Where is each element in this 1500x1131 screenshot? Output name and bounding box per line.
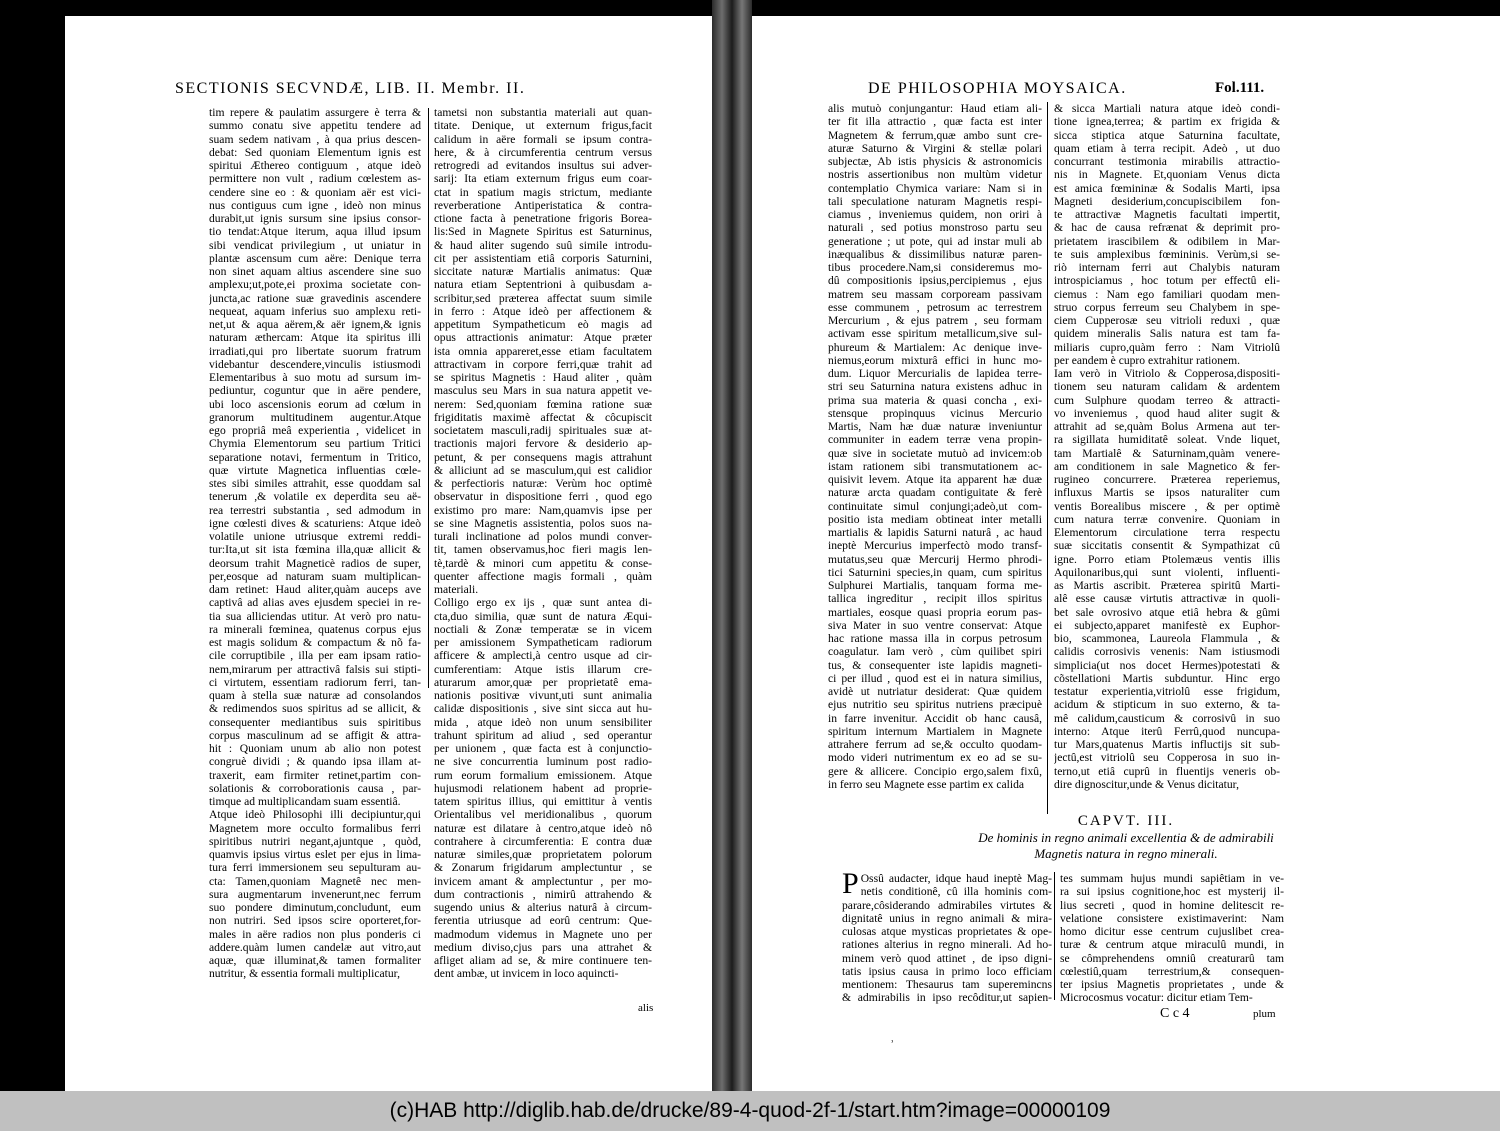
- text-line: subjectæ, Ab istis physicis & astronomicis: [828, 155, 1042, 168]
- text-line: dam retinet: Haud aliter,quàm auceps ave: [209, 583, 421, 596]
- text-line: nostris assertionibus non multùm videtur: [828, 168, 1042, 182]
- text-line: hujusmodi relationem habent ad proprie-: [434, 781, 652, 795]
- text-line: sibi vendicat privilegium , ut uniatur in: [209, 238, 421, 252]
- text-line: ubi loco ascensionis eorum ad cœlum in: [209, 397, 421, 411]
- right-page: [752, 16, 1500, 1091]
- text-line: rugineo concurrere. Præterea reperiemus,: [1054, 473, 1280, 486]
- text-line: ter fit illa attractio , quæ facta est inter: [828, 115, 1042, 129]
- text-line: separatione notavi, fermentum in Tritico,: [209, 450, 421, 464]
- text-line: niemus,eorum mixturâ effici in hunc mo-: [828, 353, 1042, 367]
- catchword: alis: [638, 1002, 654, 1014]
- text-line: non nutriri. Sed ipsos scire oporteret,for-: [209, 914, 421, 928]
- text-line: irradiati,qui pro libertate suorum fratrum: [209, 344, 421, 358]
- text-line: in ferro seu Magnete esse partim ex calida: [828, 777, 1025, 791]
- text-line: solationis & corroborationis causa , par-: [209, 781, 421, 795]
- text-line: tali speculatione naturam Magnetis respi-: [828, 194, 1042, 208]
- text-line: spiritui Æthereo contiguum , atque ideò: [209, 159, 421, 172]
- footer-credit-text: (c)HAB http://diglib.hab.de/drucke/89-4-quod-2f-1/start.htm?image=00000109: [389, 1099, 1111, 1122]
- text-line: dum contractionis , nimirû attrahendo &: [434, 887, 652, 901]
- book-gutter: [712, 0, 752, 1091]
- text-line: quamvis ipsius virtus eslet per ejus in lima-: [209, 848, 421, 861]
- text-line: & hac de causa refrænat & deprimit pro-: [1054, 221, 1280, 235]
- text-line: cit per assistentiam etiâ corporis Saturnini,: [434, 251, 652, 265]
- text-line: tio tendat:Atque iterum, aqua illud ipsum: [209, 225, 421, 239]
- text-line: culosas atque mysticas proprietates & ope-: [842, 925, 1052, 938]
- text-line: non sinet aquam altius ascendere sine suo: [209, 265, 421, 278]
- text-line: te attractivæ Magnetis facultati impertit,: [1054, 208, 1280, 221]
- text-line: quam à stella suæ naturæ ad consolandos: [209, 689, 421, 702]
- text-line: ejus nutritio seu spiritus nutriens præcipuè: [828, 698, 1042, 712]
- text-line: addere.quàm lumen candelæ aut vitro,aut: [209, 940, 421, 954]
- text-line: tè,tardè & minori cum appetitu & conse-: [434, 556, 652, 570]
- text-line: tit, tamen observamus,hoc fieri magis len-: [434, 543, 652, 557]
- text-line: in farre invenitur. Accidit ob hanc causâ,: [828, 711, 1042, 725]
- chapter-heading: CAPVT. III.: [1077, 813, 1175, 829]
- text-line: frigiditatis maximè affectat & côcupiscit: [434, 410, 652, 424]
- text-line: calidis corrosivis venenis: Nam istiusmodi: [1054, 645, 1280, 659]
- text-line: Mercurium , & ejus patrem , seu formam: [828, 314, 1042, 327]
- text-line: tenerum ,& volatile ex deperdita seu aë-: [209, 490, 421, 504]
- text-line: debat: Sed quoniam Elementum ignis est: [209, 145, 421, 159]
- text-line: ctione facta à penetratione frigoris Borea-: [434, 212, 652, 225]
- text-line: tici Saturnini species,in quam, cum spiritus: [828, 565, 1042, 579]
- text-line: dû compositionis ipsius,percipiemus , ejus: [828, 274, 1042, 288]
- text-line: & Zonarum frigidarum amplectuntur , se: [434, 861, 652, 875]
- text-line: & redimendos suos spiritus ad se allicit, &: [209, 702, 421, 716]
- text-line: & haud aliter sugendo suû simile introdu-: [434, 238, 652, 252]
- text-line: nis in Magnete. Et,quoniam Venus dicta: [1054, 168, 1280, 182]
- text-line: appetitum Sympatheticum eò magis ad: [434, 318, 652, 331]
- text-line: pediuntur, coguntur que in aëre pendere,: [209, 384, 421, 398]
- folio-number: Fol.111.: [1215, 80, 1265, 96]
- text-line: amplexu;ut,pote,ei proxima societate con-: [209, 278, 421, 292]
- text-line: granorum multitudinem augentur.Atque: [209, 410, 421, 424]
- text-line: tim repere & paulatim assurgere è terra &: [209, 106, 421, 119]
- text-line: plantæ ascensum cum aëre: Denique terra: [209, 251, 421, 265]
- text-line: tione ignea,terrea; & partim ex frigida &: [1054, 115, 1280, 129]
- text-line: gere & allicere. Concipio ergo,salem fixû,: [828, 764, 1042, 778]
- text-line: traxerit, eam firmiter retinet,partim con-: [209, 768, 421, 782]
- text-line: tam Martialê & Saturninam,quàm venere-: [1054, 446, 1280, 460]
- text-line: parare,côsiderando admirabiles virtutes &: [842, 898, 1052, 912]
- text-line: Chymia Elementorum seu partium Tritici: [209, 437, 421, 451]
- text-line: rationes alterius in regno minerali. Ad ho-: [842, 938, 1052, 952]
- text-line: attrahere ferrum ad se,& occulto quodam-: [828, 738, 1042, 751]
- text-line: lis:Sed in Magnete Spiritus est Saturninus,: [434, 225, 652, 239]
- text-line: madmodum videmus in Magnete uno per: [434, 927, 652, 941]
- text-line: istam rationem sibi transmutationem ac-: [828, 459, 1042, 473]
- text-line: interno: Atque iterû Ferrû,quod nuncupa-: [1054, 724, 1280, 738]
- text-line: nutritur, & essentia formali multiplicatur,: [209, 967, 400, 981]
- drop-cap: P: [842, 867, 859, 900]
- text-line: naturæ similes,quæ proprietatem polorum: [434, 848, 652, 861]
- text-line: ei subjecto,apparet manifestè ex Euphor-: [1054, 618, 1280, 632]
- text-line: simplicia(ut nos docet Hermes)potestati &: [1054, 658, 1280, 672]
- text-line: nem,mirarum per attractivâ falsis sui stipti-: [209, 662, 421, 676]
- text-line: contrahere à circumferentia: E contra duæ: [434, 834, 652, 848]
- text-line: stri seu Saturnina natura existens adhuc in: [828, 380, 1042, 394]
- text-line: cendere sine eo : & quoniam aër est vici-: [209, 185, 421, 199]
- text-line: ci virtutem, essentiam radiorum ferri, tan-: [209, 675, 421, 689]
- text-line: communiter in eadem terræ vena propin-: [828, 433, 1042, 447]
- text-line: influxus Martis se ipsos naturaliter cum: [1054, 486, 1280, 500]
- text-line: ra sigillata humiditatê soleat. Vnde liquet,: [1054, 433, 1280, 447]
- text-line: ciem Cupperosæ seu vitrioli reduxi , quæ: [1054, 314, 1280, 327]
- text-line: acidum & stipticum in suo externo, & ta-: [1054, 698, 1280, 712]
- text-line: se sine Magnetis assistentia, polos suos na-: [434, 516, 652, 530]
- text-line: sarij: Ita etiam externum frigus eum coar-: [434, 172, 652, 186]
- text-line: juncta,ac ratione suæ gravedinis ascendere: [209, 291, 421, 305]
- text-line: per,eosque ad naturam suam multiplican-: [209, 569, 421, 583]
- text-line: scribitur,sed præterea affectat suum simile: [434, 291, 652, 305]
- text-line: ci per illud , quod est ei in natura similius,: [828, 671, 1042, 685]
- text-line: est amica fœmininæ & Sodalis Marti, ipsa: [1054, 181, 1280, 195]
- text-line: tura ferri immersionem seu sepulturam au-: [209, 861, 421, 875]
- text-line: quæ virtute Magnetica influentias cœle-: [209, 463, 421, 477]
- text-line: tionem seu naturam calidam & ardentem: [1054, 380, 1280, 394]
- text-line: afficere & amplecti,à centro usque ad cir-: [434, 649, 652, 663]
- text-line: per eandem è cupro extrahitur rationem.: [1054, 353, 1241, 367]
- text-line: titate. Denique, ut externum frigus,facit: [434, 119, 652, 133]
- text-line: rum eorum formalium emissionem. Atque: [434, 768, 652, 782]
- text-line: ctat in spatium magis strictum, mediante: [434, 185, 652, 199]
- text-line: natura etiam Septentrioni à quibusdam a-: [434, 278, 652, 292]
- text-line: ferentia utriusque ad eorû centrum: Que-: [434, 914, 652, 928]
- text-line: Atque ideò Philosophi illi decipiuntur,qui: [209, 808, 421, 822]
- text-line: cœlestiû,quam terrestrium,& consequen-: [1060, 964, 1284, 978]
- text-line: & alliciunt ad se masculum,qui est calidior: [434, 463, 652, 477]
- text-line: petunt, & per consequens magis attrahunt: [434, 450, 652, 464]
- text-line: cta: Tamen,quoniam Magnetê nec men-: [209, 874, 421, 888]
- right-column-1: [828, 102, 1042, 791]
- text-line: Martis, Nam hæ duæ naturæ inveniuntur: [828, 420, 1042, 433]
- right-running-head: DE PHILOSOPHIA MOYSAICA.: [868, 80, 1127, 97]
- text-line: suam sedem nativam , à qua prius descen-: [209, 132, 421, 146]
- text-line: ista omnia appareret,esse etiam facultatem: [434, 344, 652, 358]
- chapter-paragraph-column-2: [1060, 872, 1284, 1005]
- left-running-head: SECTIONIS SECVNDÆ, LIB. II. Membr. II.: [175, 80, 526, 97]
- text-line: congruè dividi ; & quando ipsa illam at-: [209, 755, 421, 769]
- column-rule: [428, 108, 429, 688]
- text-line: ciamus , inveniemus quidem, non oriri à: [828, 208, 1042, 221]
- text-line: nationis positivæ vivunt,uti sunt animalia: [434, 689, 652, 702]
- right-column-2: [1054, 102, 1280, 791]
- text-line: net,ut & aqua aërem,& aër ignem,& ignis: [209, 318, 421, 331]
- text-line: tia sua alliciendas utitur. At verò pro natu-: [209, 609, 421, 623]
- text-line: tametsi non substantia materiali aut quan-: [434, 106, 652, 119]
- text-line: quisivit levem. Atque ita apparent hæ duæ: [828, 473, 1042, 486]
- text-line: lius secreti , quod in homine delitescit re-: [1060, 898, 1284, 912]
- text-line: attractivam in corpore ferri,quæ trahit ad: [434, 357, 652, 371]
- text-line: quidem mineralis Salis natura est tam fa-: [1054, 327, 1280, 341]
- text-line: hit : Quoniam unum ab alio non potest: [209, 742, 421, 755]
- text-line: summo conatu sive appetitu tendere ad: [209, 119, 421, 133]
- text-line: ra sui ipsius cognitione,hoc est mysterij il-: [1060, 885, 1284, 899]
- text-line: suæ siccitatis consentit & Sympathizat cû: [1054, 539, 1280, 553]
- text-line: generatione ; ut pote, qui ad instar muli ab: [828, 234, 1042, 248]
- text-line: activam esse spiritum metallicum,sive sul-: [828, 327, 1042, 341]
- chapter-paragraph-column-1: [842, 867, 1052, 1005]
- left-column-2: [434, 106, 652, 981]
- text-line: velatione consistere existimaverint: Nam: [1060, 911, 1284, 925]
- text-line: stes sibi similes attrahit, esse quoddam sal: [209, 477, 421, 490]
- text-line: positio ista mediam obtineat inter metalli: [828, 512, 1042, 526]
- text-line: dent ambæ, ut invicem in loco aquincti-: [434, 967, 619, 981]
- text-line: stensque propinquus vicinus Mercurio: [828, 406, 1042, 420]
- text-line: naturæ arcta quadam contiguitate & ferè: [828, 486, 1042, 500]
- text-line: spiritum internum Martialem in Magnete: [828, 724, 1042, 738]
- left-page: [65, 16, 712, 1091]
- text-line: masculus seu Mars in sua natura appetit ve-: [434, 384, 652, 398]
- text-line: here, & à circumferentia centrum versus: [434, 145, 652, 159]
- text-line: se cômprehendens omniû creaturarû tam: [1060, 951, 1284, 965]
- text-line: ter ipsius Magnetis proprietates , unde &: [1060, 978, 1284, 991]
- text-line: nerem: Sed,quoniam fœmina ratione suæ: [434, 397, 652, 411]
- text-line: dire dignoscitur,unde & Venus dicitatur,: [1054, 777, 1239, 791]
- text-line: rea terrestri substantia , sed admodum in: [209, 503, 421, 517]
- text-line: am conditionem in sale Magnetico & fer-: [1054, 459, 1280, 473]
- text-line: dignitatê unius in regno animali & mira-: [842, 911, 1052, 925]
- text-line: tractionis majori fervore & desiderio ap-: [434, 437, 652, 451]
- text-line: cumferentiam: Atque istis illarum cre-: [434, 662, 652, 676]
- text-line: invicem amant & amplectuntur , per mo-: [434, 874, 652, 888]
- text-line: tus, & consequenter iste lapidis magneti-: [828, 658, 1042, 672]
- text-line: testatur experientia,vitriolû esse frigidum,: [1054, 685, 1280, 698]
- text-line: jectû,est vitriolû seu Copperosa in suo in-: [1054, 751, 1280, 765]
- text-line: attrahit ad se,quàm Bolus Armena aut ter-: [1054, 420, 1280, 433]
- text-line: bet sale ovrosivo atque etiâ hebra & gûmi: [1054, 605, 1280, 619]
- text-line: Elementorum circulatione terra respectu: [1054, 526, 1280, 539]
- text-line: martialis & lapidis Saturni naturâ , ac haud: [828, 526, 1042, 539]
- text-line: calidum in aëre formali se ipsum contra-: [434, 132, 652, 146]
- text-line: aturarum amor,quæ per proprietatê ema-: [434, 675, 652, 689]
- text-line: tatem spiritus illius, qui emittitur à ventis: [434, 795, 652, 808]
- text-line: aquæ, quæ illuminat,& tamen formaliter: [209, 954, 421, 967]
- text-line: prima sua materia & quasi concha , exi-: [828, 393, 1042, 407]
- text-line: consequenter mediantibus suis spiritibus: [209, 715, 421, 729]
- text-line: ego propriâ meâ experientia , videlicet in: [209, 424, 421, 437]
- text-line: durabit,ut ignis sursum sine ipsius consor-: [209, 212, 421, 225]
- text-line: naturam æthercam: Atque ita spiritus illi: [209, 331, 421, 345]
- text-line: & admirabilis in ipso recôditur,ut sapien-: [842, 991, 1052, 1005]
- text-line: permittere non vult , radium cœlestem as-: [209, 172, 421, 186]
- text-line: Microcosmus vocatur: dicitur etiam Tem-: [1060, 991, 1253, 1005]
- text-line: reverberatione Antiperistatica & contra-: [434, 198, 652, 212]
- text-line: sura augmentarum invenerunt,nec ferrum: [209, 887, 421, 901]
- text-line: per unionem , quæ facta est à conjunctio-: [434, 742, 652, 755]
- text-line: aturæ Saturno & Virgini & stellæ polari: [828, 141, 1042, 155]
- text-line: ra minerali fœminea, quatenus corpus ejus: [209, 622, 421, 636]
- text-line: cum Sulphure quodam terreo & attracti-: [1054, 393, 1280, 407]
- text-line: miliaris cupro,quàm ferro : Nam Vitriolû: [1054, 340, 1280, 354]
- text-line: afliget aliam ad se, & mire continuere ten-: [434, 954, 652, 967]
- text-line: riò internam ferri aut Chalybis naturam: [1054, 261, 1280, 274]
- text-line: continuitate simul conjungi;adeò,ut com-: [828, 499, 1042, 513]
- text-line: contemplatio Chymica variare: Nam si in: [828, 181, 1042, 195]
- footer-credit-bar: [0, 1091, 1500, 1131]
- text-line: prietatem irascibilem & odibilem in Mar-: [1054, 234, 1280, 248]
- text-line: naturæ est dilatare à centro,atque ideò nô: [434, 821, 652, 835]
- left-column-1: [209, 106, 421, 981]
- text-line: tur Mars,quatenus Martis influctijs sit sub-: [1054, 738, 1280, 751]
- text-line: suo pondere diminutum,concludunt, eum: [209, 901, 421, 914]
- text-line: matrem seu massam corpoream passivam: [828, 287, 1042, 301]
- text-line: esse communem , petrosum ac terrestrem: [828, 300, 1042, 314]
- text-line: siccitate naturæ Martialis animatus: Quæ: [434, 265, 652, 278]
- catchword: plum: [1253, 1008, 1276, 1020]
- text-line: inæqualibus & dissimilibus naturæ paren-: [828, 247, 1042, 261]
- text-line: societatem masculi,radij spirituales suæ at-: [434, 424, 652, 437]
- text-line: ne sive concurrentia luminum post radio-: [434, 755, 652, 769]
- text-line: Magnetem more occulto formalibus ferri: [209, 821, 421, 835]
- text-line: Magneti desiderium,concupiscibilem fon-: [1054, 194, 1280, 208]
- text-line: Elementaribus à suo motu ad sursum im-: [209, 371, 421, 384]
- text-line: est magis solidum & compactum & nõ fa-: [209, 636, 421, 649]
- text-line: homo dicitur esse centrum cujuslibet crea-: [1060, 925, 1284, 938]
- text-line: & sicca Martiali natura atque ideò condi-: [1054, 102, 1280, 115]
- text-line: hac ratione massa illa in corpus petrosum: [828, 632, 1042, 645]
- text-line: spiritibus nutriri negant,ajuntque , quòd,: [209, 834, 421, 848]
- text-line: sicca stiptica atque Saturnina facultate,: [1054, 128, 1280, 142]
- text-line: Orientalibus vel meridionalibus , quorum: [434, 808, 652, 822]
- column-rule: [1047, 102, 1048, 814]
- text-line: volatile unione utriusque extremi reddi-: [209, 530, 421, 543]
- text-line: terno,ut etiâ cuprû in fluentijs veneris ob-: [1054, 764, 1280, 778]
- chapter-subtitle-line-2: Magnetis natura in regno minerali.: [1034, 846, 1218, 861]
- text-line: opus attractionis animatur: Atque præter: [434, 331, 652, 345]
- text-line: males in aëre radios non plus ponderis ci: [209, 927, 421, 941]
- text-line: trahunt spiritum ad aliud , sed operantur: [434, 728, 652, 742]
- text-line: ventis Borealibus miscere , & per optimè: [1054, 499, 1280, 513]
- text-line: Iam verò in Vitriolo & Copperosa,dispositi-: [1054, 367, 1280, 380]
- text-line: cum natura terræ convenire. Quoniam in: [1054, 512, 1280, 526]
- text-line: tur:Ita,ut sit ista fœmina illa,quæ allicit &: [209, 543, 421, 557]
- column-rule: [1054, 872, 1055, 1000]
- text-line: quæ sive in societate mutuò ad invicem:ob: [828, 446, 1042, 460]
- text-line: quenter affectione magis formali , quàm: [434, 569, 652, 583]
- text-line: corpus masculinum ad se affigit & attra-: [209, 728, 421, 742]
- text-line: cile corruptibile , illa per eam ipsam ratio-: [209, 649, 421, 663]
- text-line: Colligo ergo ex ijs , quæ sunt antea di-: [434, 596, 652, 610]
- text-line: te suis amplexibus fœmininis. Verùm,si se-: [1054, 247, 1280, 261]
- text-line: se spiritus Magnetis : Haud aliter , quàm: [434, 371, 652, 384]
- text-line: in ferro : Atque ideò per affectionem &: [434, 304, 652, 318]
- text-line: timque ad multiplicandam suam essentiâ.: [209, 795, 401, 808]
- signature-mark: C c 4: [1160, 1006, 1190, 1021]
- text-line: netis conditionê, cû illa hominis com-: [860, 885, 1052, 899]
- text-line: quam etiam à terra recipit. Adeò , ut duo: [1054, 141, 1280, 155]
- text-line: tes summam hujus mundi sapiêtiam in ve-: [1060, 872, 1284, 885]
- text-line: alis mutuò conjungantur: Haud etiam ali-: [828, 102, 1042, 115]
- text-line: concurrant testimonia mirabilis attractio-: [1054, 155, 1280, 168]
- text-line: bio, scammonea, Laureola Flammula , &: [1054, 632, 1280, 645]
- text-line: Magnetem & ferrum,quæ ambo sunt cre-: [828, 128, 1042, 142]
- text-line: mê calidum,causticum & corrosivû in suo: [1054, 711, 1280, 725]
- text-line: videbantur descendere,vinculis istiusmodi: [209, 357, 421, 371]
- text-line: avidè ut nutriatur desiderat: Quæ quidem: [828, 685, 1042, 698]
- text-line: noctiali & Zonæ temperatæ se in vicem: [434, 622, 652, 636]
- text-line: dum. Liquor Mercurialis de lapidea terre-: [828, 367, 1042, 380]
- text-line: as Martis ascribit. Præterea spiritû Marti-: [1054, 579, 1280, 592]
- text-line: naturali , sed potius monstroso partu seu: [828, 221, 1042, 235]
- text-line: alê esse causæ virtutis attractivæ in quoli-: [1054, 592, 1280, 606]
- chapter-subtitle-line-1: De hominis in regno animali excellentia & de admirabili: [978, 830, 1274, 845]
- text-line: turæ & centrum atque miraculû mundi, in: [1060, 938, 1284, 952]
- text-line: martiales, eosque quasi propria eorum pas-: [828, 605, 1042, 619]
- text-line: modo videri nutrimentum ex eo ad se su-: [828, 751, 1042, 765]
- text-line: minem verò quod attinet , de ipso digni-: [842, 951, 1052, 965]
- text-line: per amissionem Sympatheticam radiorum: [434, 636, 652, 649]
- text-line: coagulatur. Iam verò , cùm quilibet spiri: [828, 645, 1042, 659]
- text-line: tibus procedere.Nam,si consideremus mo-: [828, 261, 1042, 274]
- text-line: turali inclinatione ad polos mundi conver-: [434, 530, 652, 543]
- text-line: nequeat, aquam inferius suo amplexu reti-: [209, 304, 421, 318]
- text-line: calidæ dispositionis , sive sint sicca aut hu-: [434, 702, 652, 716]
- text-line: captivâ ad alias aves ejusdem speciei in re-: [209, 596, 421, 610]
- text-line: mida , atque ideò non unum sensibiliter: [434, 715, 652, 729]
- text-line: Aquilonaribus,qui sunt violenti, influenti-: [1054, 565, 1280, 579]
- text-line: materiali.: [434, 583, 479, 596]
- ink-speck: ˒: [890, 1032, 895, 1047]
- text-line: nus contiguus cum igne , ideò non minus: [209, 198, 421, 212]
- text-line: cta,duo similia, quæ sunt de natura Æqui-: [434, 609, 652, 623]
- text-line: cõstellationi Martis subduntur. Hinc ergo: [1054, 671, 1280, 685]
- text-line: igne cœlesti dives & scaturiens: Atque ideò: [209, 516, 421, 530]
- text-line: siva Mater in suo ventre conservat: Atque: [828, 618, 1042, 632]
- text-line: existimo pro mare: Nam,quamvis ipse per: [434, 503, 652, 517]
- text-line: igne. Porro etiam Ptolemæus ventis illis: [1054, 552, 1280, 566]
- text-line: retrogredi ad evitandos insultus sui adver-: [434, 159, 652, 172]
- text-line: struo corpus ferreum seu Chalybem in spe-: [1054, 300, 1280, 314]
- text-line: phureum & Martialem: Ac denique inve-: [828, 340, 1042, 354]
- text-line: vo inveniemus , quod haud aliter sugit &: [1054, 406, 1280, 420]
- text-line: deorsum trahit Magneticè radios de super,: [209, 556, 421, 570]
- text-line: tallica ingreditur , recipit illos spiritus: [828, 592, 1042, 606]
- text-line: ineptè Mercurius imperfectò modo transf-: [828, 539, 1042, 553]
- text-line: mentionem: Thesaurus tam superemincns: [842, 978, 1052, 991]
- text-line: tatis ipsius causa in primo loco efficiam: [842, 964, 1052, 978]
- text-line: observatur in dispositione ferri , quod ego: [434, 490, 652, 504]
- text-line: Sulphurei Martialis, tanquam forma me-: [828, 579, 1042, 592]
- text-line: medium diviso,cjus pars una attrahet &: [434, 940, 652, 954]
- text-line: & perfectioris naturæ: Verùm hoc optimè: [434, 477, 652, 490]
- text-line: mutatus,seu quæ Mercurij Hermo phrodi-: [828, 552, 1042, 566]
- text-line: ciemus : Nam ego familiari quodam men-: [1054, 287, 1280, 301]
- text-line: sugendo unius & alterius naturâ à circum-: [434, 901, 652, 914]
- text-line: introspiciamus , hoc totum per effectû eli-: [1054, 274, 1280, 288]
- text-line-content: Ossû audacter, idque haud ineptè Mag-: [860, 872, 1052, 885]
